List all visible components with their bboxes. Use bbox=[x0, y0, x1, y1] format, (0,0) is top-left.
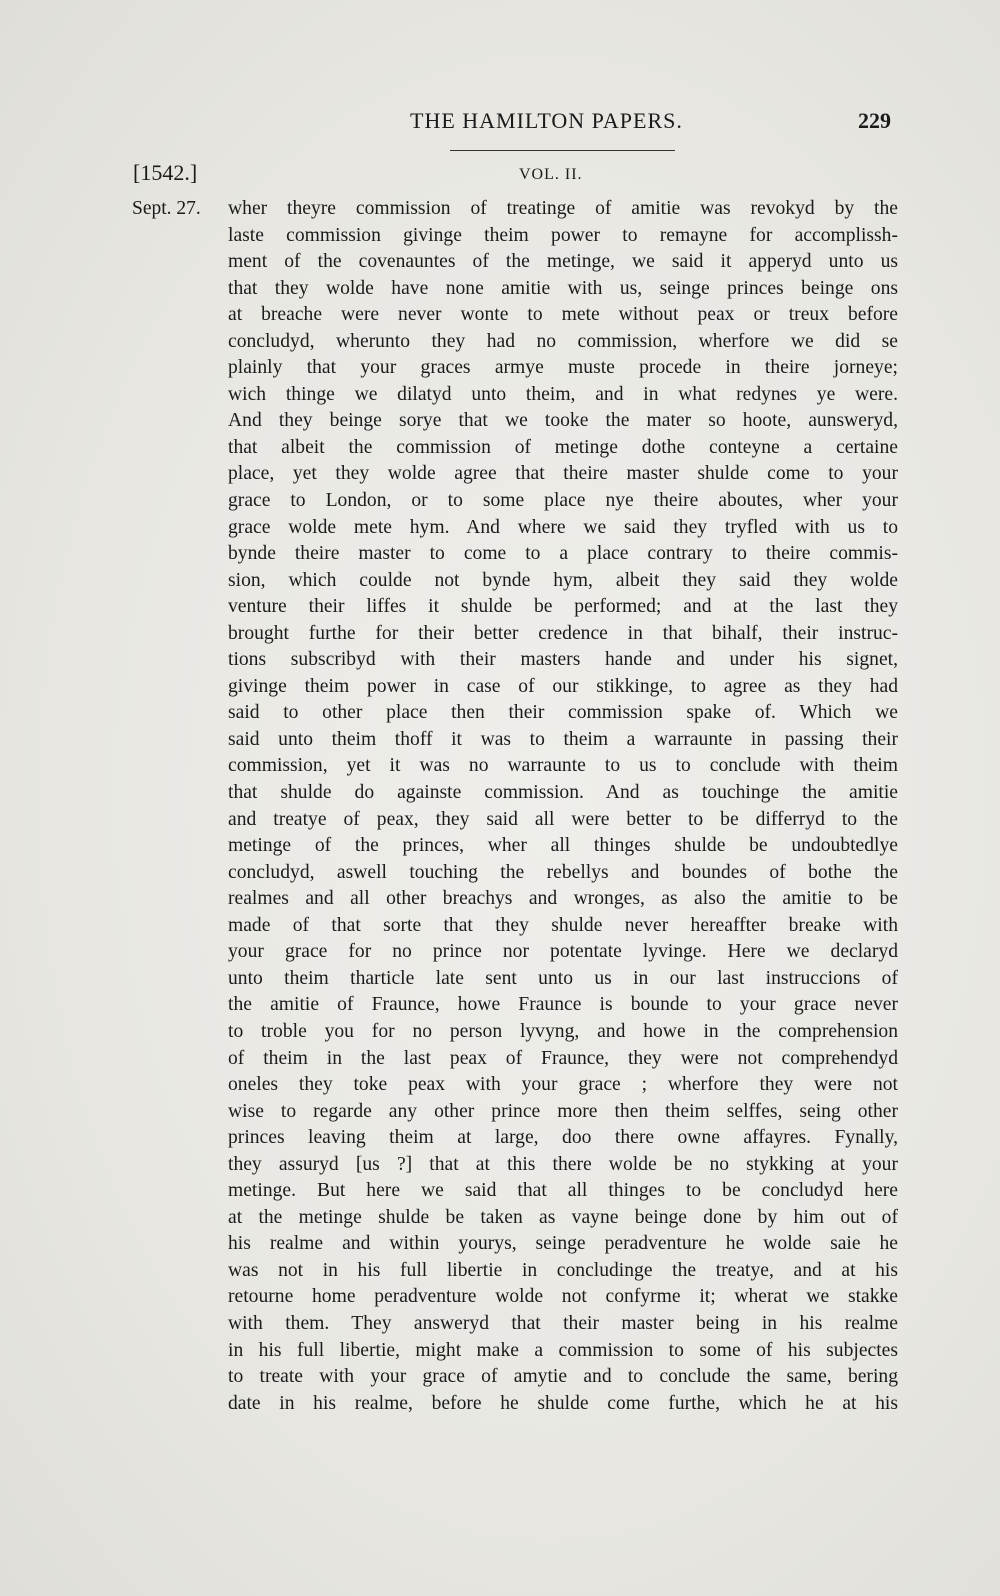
text-line: venture their liffes it shulde be performed; and at the last they bbox=[228, 596, 898, 618]
text-line: wise to regarde any other prince more then theim selffes, seing other bbox=[228, 1100, 898, 1122]
text-line: givinge theim power in case of our stikkinge, to agree as they had bbox=[228, 675, 898, 697]
text-line: brought furthe for their better credence in that bihalf, their instruc- bbox=[228, 622, 898, 644]
text-line: plainly that your graces armye muste procede in theire jorneye; bbox=[228, 357, 898, 379]
text-line: commission, yet it was no warraunte to us to conclude with theim bbox=[228, 755, 898, 777]
text-line: sion, which coulde not bynde hym, albeit they said they wolde bbox=[228, 569, 898, 591]
text-line: in his full libertie, might make a commission to some of his subjectes bbox=[228, 1339, 898, 1361]
text-line: wher theyre commission of treatinge of amitie was revokyd by the bbox=[228, 198, 898, 219]
text-line: retourne home peradventure wolde not confyrme it; wherat we stakke bbox=[228, 1286, 898, 1308]
text-line: that shulde do againste commission. And as touchinge the amitie bbox=[228, 782, 898, 804]
text-line: realmes and all other breachys and wronges, as also the amitie to be bbox=[228, 888, 898, 910]
header-rule bbox=[450, 150, 675, 151]
text-line: the amitie of Fraunce, howe Fraunce is bounde to your grace never bbox=[228, 994, 898, 1016]
text-line: And they beinge sorye that we tooke the mater so hoote, aunsweryd, bbox=[228, 410, 898, 432]
text-line: was not in his full libertie in concludinge the treatye, and at his bbox=[228, 1259, 898, 1281]
text-line: and treatye of peax, they said all were better to be differryd to the bbox=[228, 808, 898, 830]
text-line: laste commission givinge theim power to remayne for accomplissh- bbox=[228, 224, 898, 246]
text-line: unto theim tharticle late sent unto us in our last instruccions of bbox=[228, 967, 898, 989]
text-line: tions subscribyd with their masters hande and under his signet, bbox=[228, 649, 898, 671]
text-line: grace to London, or to some place nye theire aboutes, wher your bbox=[228, 490, 898, 512]
text-line: ment of the covenauntes of the metinge, we said it apperyd unto us bbox=[228, 251, 898, 273]
text-line: princes leaving theim at large, doo there owne affayres. Fynally, bbox=[228, 1127, 898, 1149]
text-line: with them. They answeryd that their master being in his realme bbox=[228, 1312, 898, 1334]
text-line: metinge. But here we said that all thinges to be concludyd here bbox=[228, 1180, 898, 1202]
text-line: of theim in the last peax of Fraunce, they were not comprehendyd bbox=[228, 1047, 898, 1069]
text-line: made of that sorte that they shulde never hereaffter breake with bbox=[228, 914, 898, 936]
text-line: that albeit the commission of metinge dothe conteyne a certaine bbox=[228, 436, 898, 458]
year-marker: [1542.] bbox=[133, 160, 198, 185]
volume-label: VOL. II. bbox=[519, 166, 583, 183]
text-line: concludyd, wherunto they had no commission, wherfore we did se bbox=[228, 330, 898, 352]
running-title: THE HAMILTON PAPERS. bbox=[410, 108, 683, 133]
text-line: oneles they toke peax with your grace ; wherfore they were not bbox=[228, 1074, 898, 1096]
text-line: concludyd, aswell touching the rebellys and boundes of bothe the bbox=[228, 861, 898, 883]
text-line: bynde theire master to come to a place contrary to theire commis- bbox=[228, 543, 898, 565]
text-line: at the metinge shulde be taken as vayne beinge done by him out of bbox=[228, 1206, 898, 1228]
text-line: metinge of the princes, wher all thinges shulde be undoubtedlye bbox=[228, 835, 898, 857]
text-line: place, yet they wolde agree that theire master shulde come to your bbox=[228, 463, 898, 485]
text-line: to troble you for no person lyvyng, and howe in the comprehension bbox=[228, 1020, 898, 1042]
page-number: 229 bbox=[858, 108, 891, 133]
text-line: said to other place then their commission spake of. Which we bbox=[228, 702, 898, 724]
text-line: grace wolde mete hym. And where we said they tryfled with us to bbox=[228, 516, 898, 538]
text-line: at breache were never wonte to mete without peax or treux before bbox=[228, 304, 898, 326]
text-line: his realme and within yourys, seinge peradventure he wolde saie he bbox=[228, 1233, 898, 1255]
text-line: that they wolde have none amitie with us, seinge princes beinge ons bbox=[228, 277, 898, 299]
text-line: your grace for no prince nor potentate lyvinge. Here we declaryd bbox=[228, 941, 898, 963]
text-line: to treate with your grace of amytie and to conclude the same, bering bbox=[228, 1366, 898, 1388]
text-line: wich thinge we dilatyd unto theim, and in what redynes ye were. bbox=[228, 383, 898, 405]
body-text bbox=[228, 196, 898, 1417]
margin-date: Sept. 27. bbox=[132, 198, 201, 219]
text-line: date in his realme, before he shulde come furthe, which he at his bbox=[228, 1392, 898, 1414]
text-line: said unto theim thoff it was to theim a warraunte in passing their bbox=[228, 728, 898, 750]
text-line: they assuryd [us ?] that at this there wolde be no stykking at your bbox=[228, 1153, 898, 1175]
